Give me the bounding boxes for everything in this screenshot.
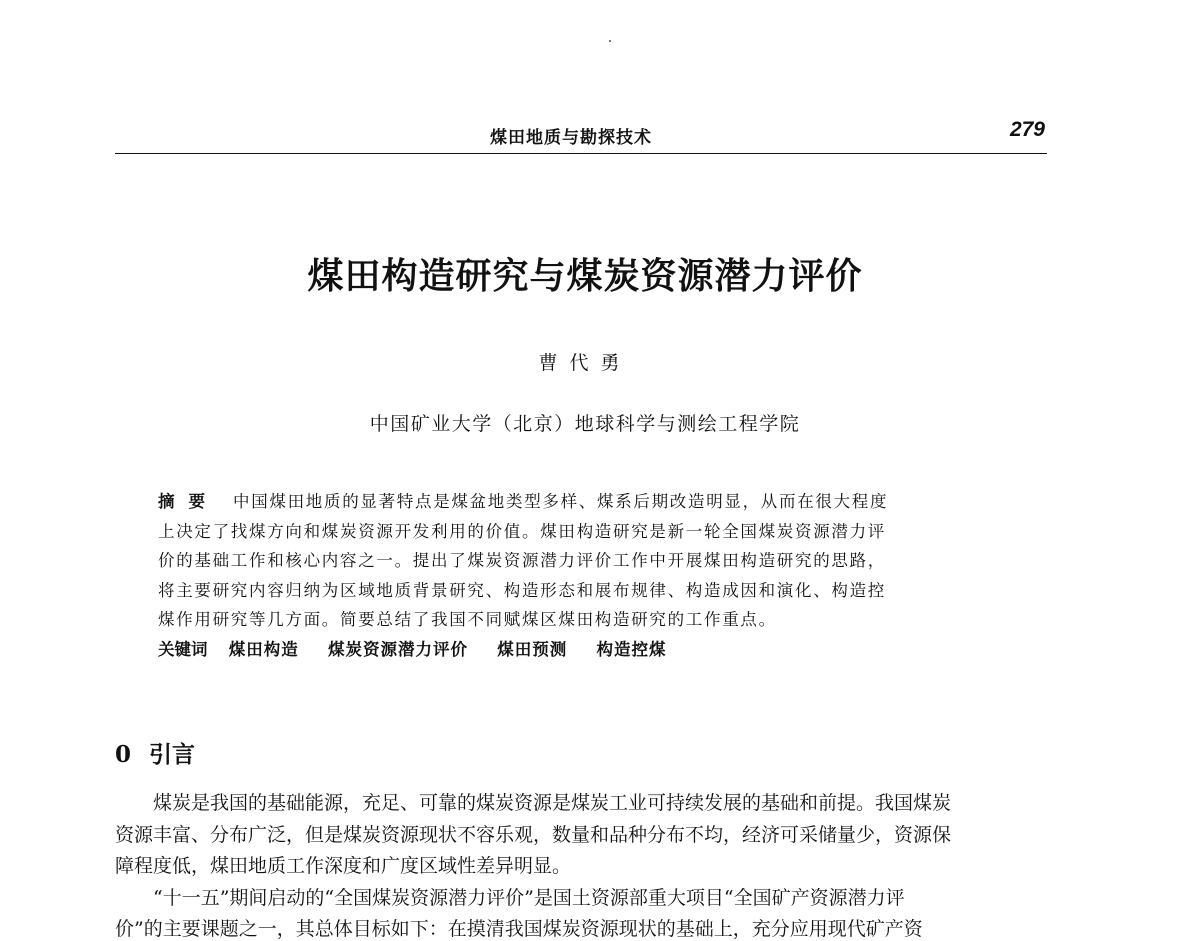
journal-name: 煤田地质与勘探技术 [490, 128, 652, 148]
running-header [115, 118, 1045, 154]
section-number: 0 [115, 741, 132, 768]
abstract-label: 摘要 [158, 492, 219, 511]
paragraph-line: 资源丰富、分布广泛，但是煤炭资源现状不容乐观，数量和品种分布不均，经济可采储量少，资源保 [115, 823, 952, 846]
paragraph-line: 价”的主要课题之一，其总体目标如下：在摸清我国煤炭资源现状的基础上，充分应用现代矿产资 [115, 918, 923, 940]
keyword: 煤田预测 [497, 639, 568, 659]
author-affiliation: 中国矿业大学（北京）地球科学与测绘工程学院 [369, 413, 801, 435]
abstract-line: 将主要研究内容归纳为区域地质背景研究、构造形态和展布规律、构造成因和演化、构造控 [158, 580, 886, 600]
section-title: 引言 [149, 742, 196, 768]
section-heading [115, 736, 195, 769]
author-name: 曹代勇 [538, 352, 632, 374]
keyword: 构造控煤 [596, 639, 667, 659]
keywords [158, 635, 1033, 665]
keyword: 煤炭资源潜力评价 [328, 639, 468, 659]
paragraph-line: “十一五”期间启动的“全国煤炭资源潜力评价”是国土资源部重大项目“全国矿产资源潜力评 [153, 886, 905, 909]
paragraph-line: 障程度低，煤田地质工作深度和广度区域性差异明显。 [115, 855, 572, 877]
abstract-text: 中国煤田地质的显著特点是煤盆地类型多样、煤系后期改造明显，从而在很大程度 [233, 492, 889, 511]
body-text [115, 788, 1065, 941]
keyword: 煤田构造 [228, 639, 299, 659]
abstract-line: 煤作用研究等几方面。简要总结了我国不同赋煤区煤田构造研究的工作重点。 [158, 610, 777, 629]
paragraph-line: 煤炭是我国的基础能源，充足、可靠的煤炭资源是煤炭工业可持续发展的基础和前提。我国煤炭 [153, 792, 952, 814]
scan-speck [609, 40, 611, 42]
abstract-line: 上决定了找煤方向和煤炭资源开发利用的价值。煤田构造研究是新一轮全国煤炭资源潜力评 [158, 521, 886, 541]
page-number: 279 [1009, 118, 1045, 141]
keywords-label: 关键词 [158, 639, 208, 659]
header-rule [115, 153, 1047, 154]
abstract-line: 价的基础工作和核心内容之一。提出了煤炭资源潜力评价工作中开展煤田构造研究的思路， [158, 551, 886, 570]
abstract-line [158, 487, 1033, 517]
article-title: 煤田构造研究与煤炭资源潜力评价 [307, 255, 863, 297]
abstract [158, 487, 1033, 664]
